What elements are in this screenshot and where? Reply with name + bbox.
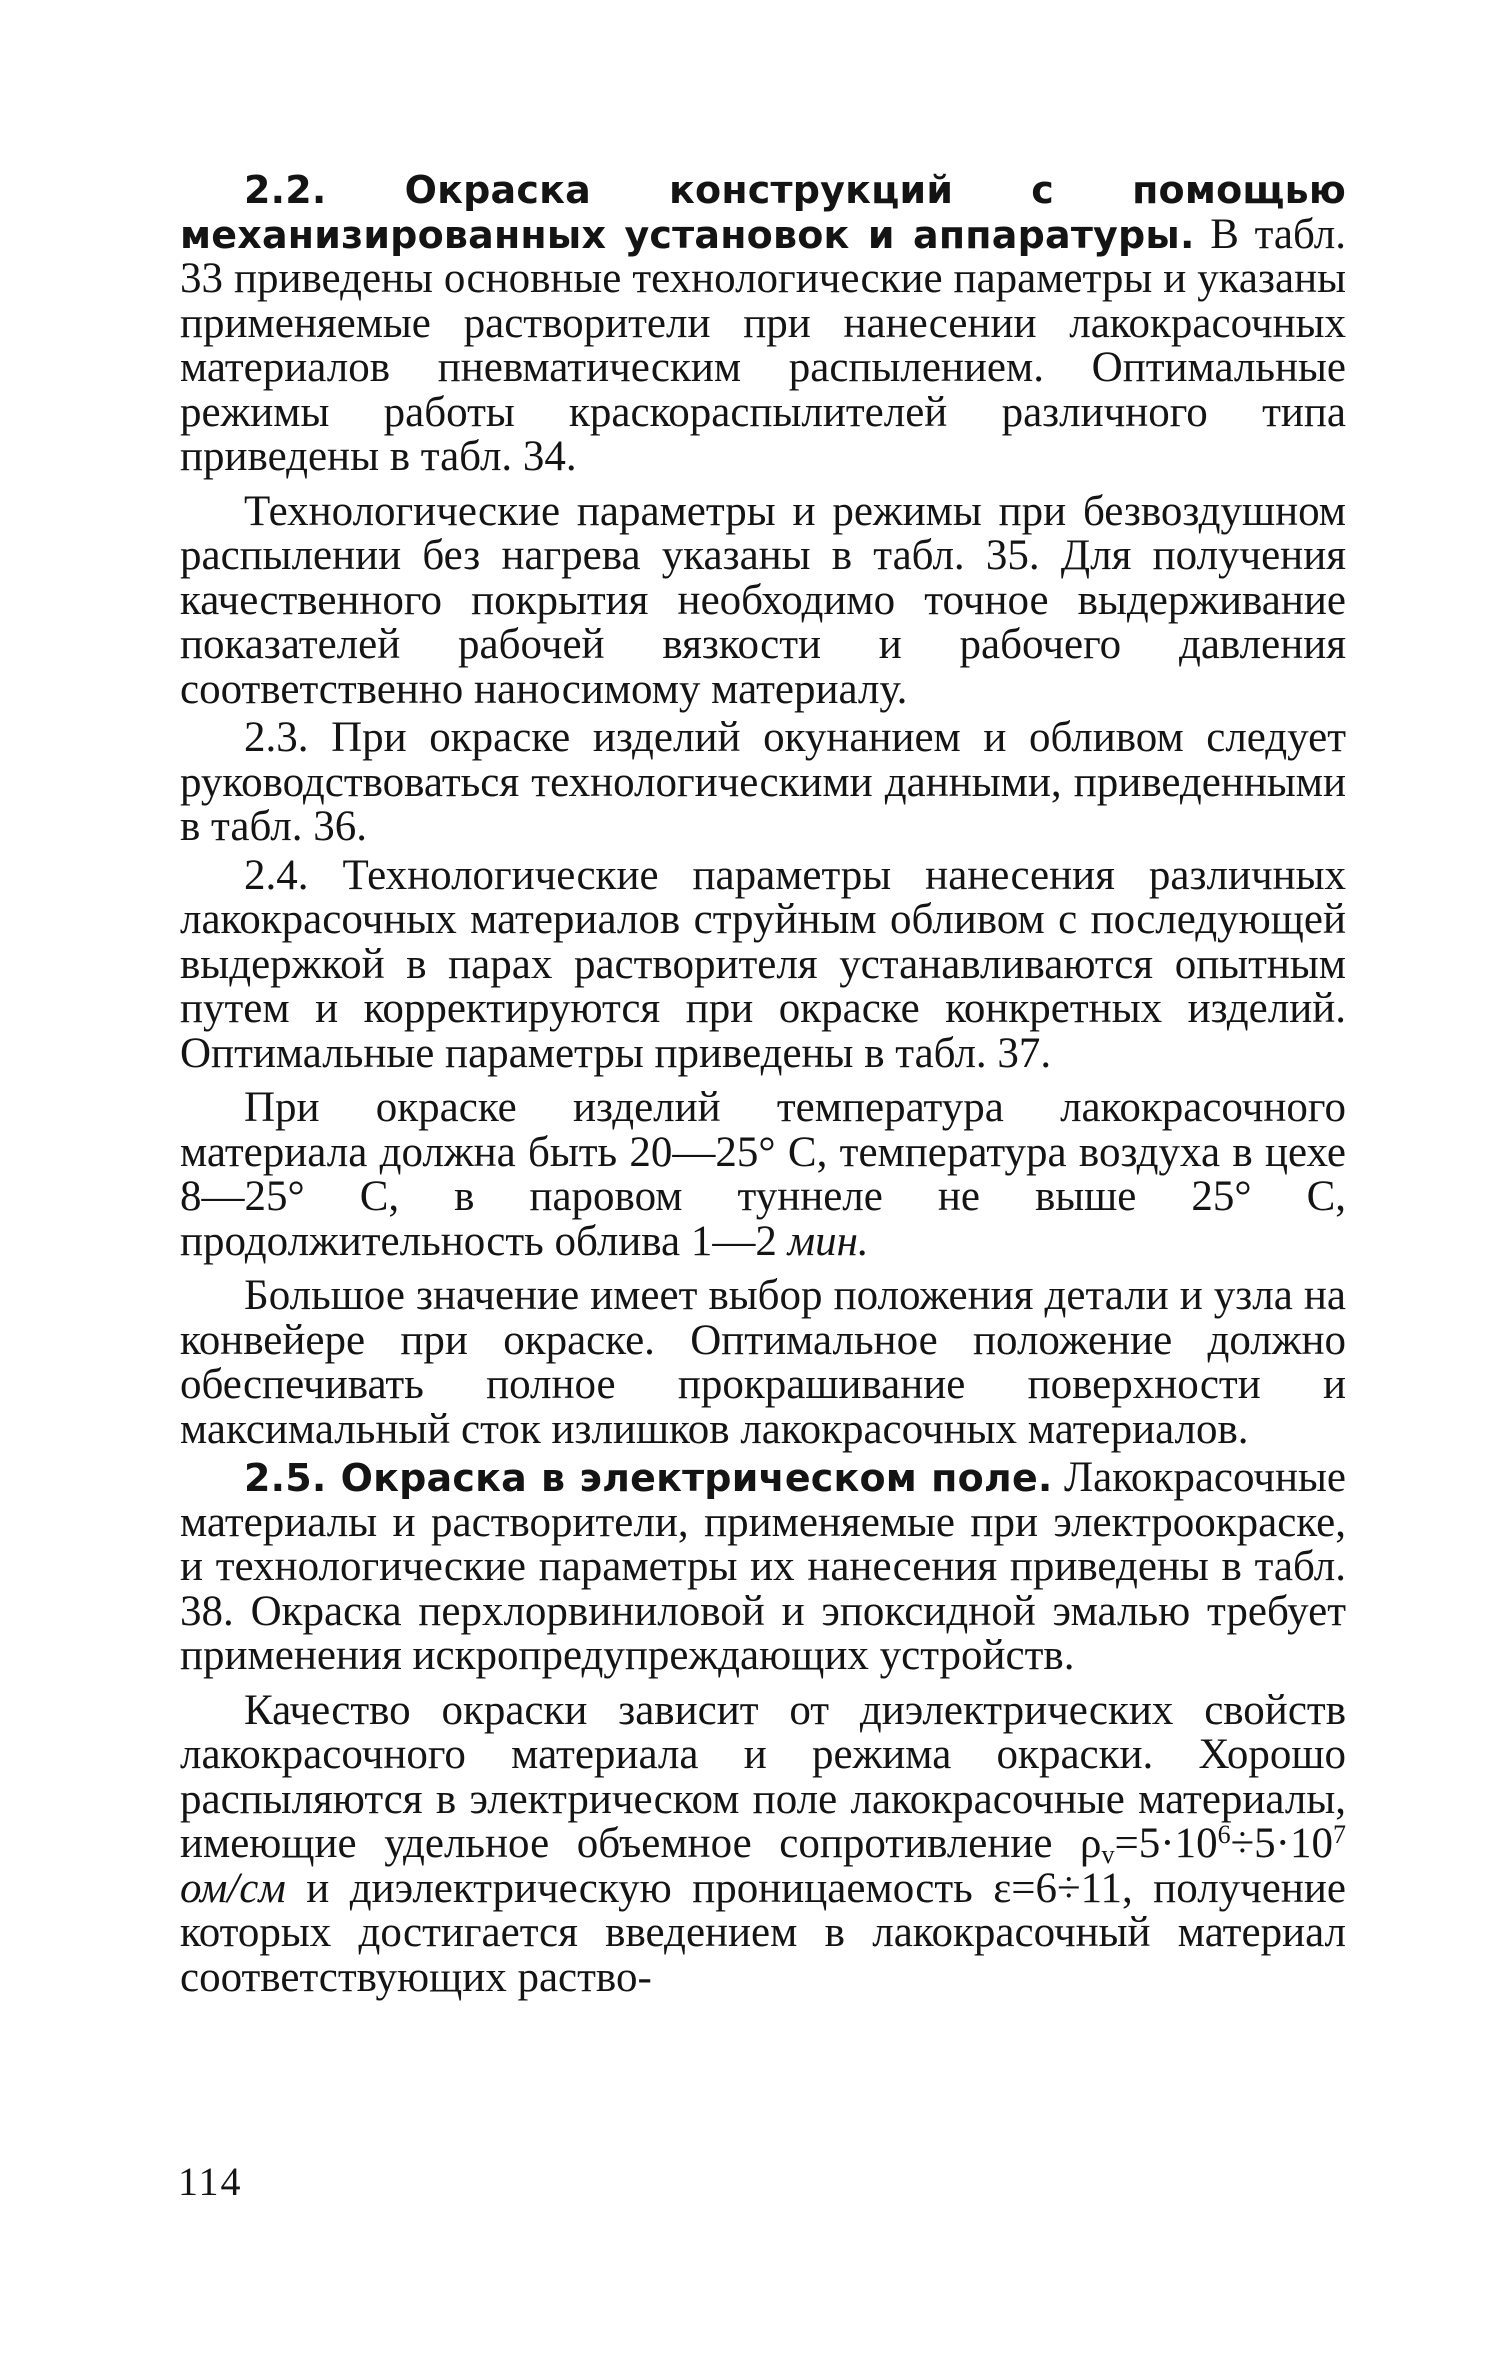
paragraph-dielectric [180, 1686, 1346, 2001]
page-number: 114 [178, 2159, 243, 2204]
paragraph-text: Технологические параметры нанесения различных лакокрасочных материалов струйным обливом с последующей выдержкой в парах растворителя устанавливаются опытным путем и корректируются при окраске конкретных изделий. Оптимальные параметры приведены в табл. 37. [180, 851, 1346, 1077]
paragraph-2-4 [180, 851, 1346, 1077]
formula-part: =5·10 [1114, 1820, 1218, 1867]
paragraph-airless-spraying: Технологические параметры и режимы при безвоздушном распылении без нагрева указаны в табл. 35. Для получения качественного покрытия необходимо точное выдерживание показателей рабочей вязкости и рабочего давления соответственно наносимому материалу. [180, 487, 1346, 713]
exponent-6: 6 [1217, 1820, 1231, 1849]
unit-minutes: мин. [787, 1217, 869, 1265]
exponent-7: 7 [1333, 1820, 1346, 1849]
paragraph-conveyor-position: Большое значение имеет выбор положения детали и узла на конвейере при окраске. Оптимальное положение должно обеспечивать полное прокрашивание поверхности и максимальный сток излишков лакокрасочных материалов. [180, 1272, 1346, 1453]
section-number-2-3: 2.3. [244, 714, 309, 761]
paragraph-text: При окраске изделий окунанием и обливом следует руководствоваться технологическими данными, приведенными в табл. 36. [180, 714, 1346, 850]
paragraph-2-5 [180, 1456, 1346, 1679]
paragraph-text: и диэлектрическую проницаемость ε=6÷11, получение которых достигается введением в лакокрасочный материал соответствующих раство- [180, 1864, 1346, 2001]
paragraph-text: При окраске изделий температура лакокрасочного материала должна быть 20—25° С, температура воздуха в цехе 8—25° С, в паровом туннеле не выше 25° С, продолжительность облива 1—2 [180, 1084, 1346, 1265]
paragraph-text: В табл. 33 приведены основные технологические параметры и указаны применяемые растворители при нанесении лакокрасочных материалов пневматическим распылением. Оптимальные режимы работы краскораспылителей различного типа приведены в табл. 34. [180, 210, 1346, 480]
unit-ohm-per-cm: ом/см [180, 1864, 286, 1912]
section-heading-2-5: 2.5. Окраска в электрическом поле. [244, 1456, 1053, 1500]
paragraph-text: Лакокрасочные материалы и растворители, применяемые при электроокраске, и технологические параметры их нанесения приведены в табл. 38. Окраска перхлорвиниловой и эпоксидной эмалью требует применения искропредупреждающих устройств. [180, 1454, 1346, 1679]
section-number-2-4: 2.4. [244, 851, 309, 899]
paragraph-2-3 [180, 716, 1346, 850]
subscript-v: v [1101, 1840, 1115, 1869]
paragraph-temperature [180, 1086, 1346, 1264]
paragraph-text: Качество окраски зависит от диэлектрических свойств лакокрасочного материала и режима окраски. Хорошо распыляются в электрическом поле лакокрасочные материалы, имеющие удельное объемное сопротивление ρ [180, 1686, 1346, 1867]
page-body [180, 168, 1346, 2004]
paragraph-2-2 [180, 168, 1346, 480]
section-heading-2-2: 2.2. Окраска конструкций с помощью механизированных установок и аппаратуры. [180, 168, 1346, 257]
formula-part: ÷5·10 [1230, 1820, 1333, 1867]
